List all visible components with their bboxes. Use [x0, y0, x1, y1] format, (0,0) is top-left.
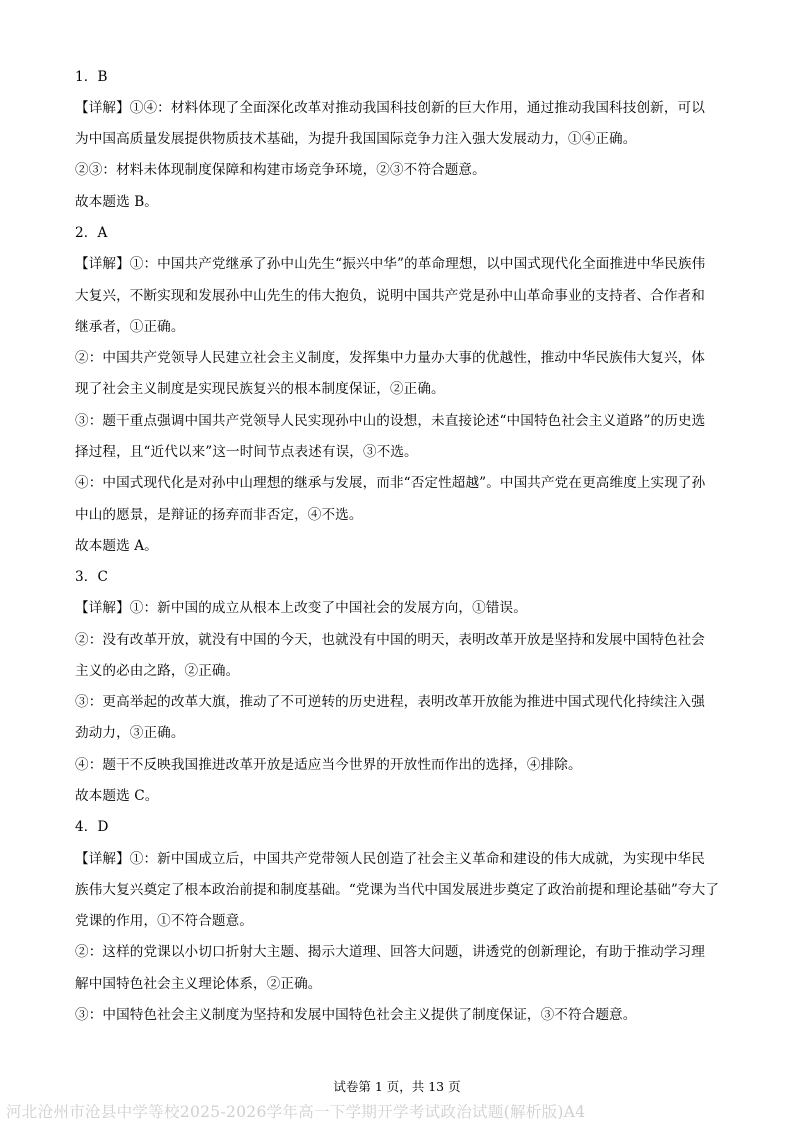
- text-line: 择过程，且“近代以来”这一时间节点表述有误，③不选。: [75, 444, 418, 460]
- text-line: 【详解】①：中国共产党继承了孙中山先生“振兴中华”的革命理想，以中国式现代化全面推进中华民族伟: [75, 256, 706, 272]
- text-line: 现了社会主义制度是实现民族复兴的根本制度保证，②正确。: [75, 381, 445, 397]
- text-line: ②：这样的党课以小切口折射大主题、揭示大道理、回答大问题，讲透党的创新理论，有助于推动学习理: [75, 944, 705, 960]
- text-line: 大复兴，不断实现和发展孙中山先生的伟大抱负，说明中国共产党是孙中山革命事业的支持者、合作者和: [75, 288, 705, 304]
- text-line: ②：没有改革开放，就没有中国的今天，也就没有中国的明天，表明改革开放是坚持和发展中国特色社会: [75, 632, 705, 648]
- text-line: ③：中国特色社会主义制度为坚持和发展中国特色社会主义提供了制度保证，③不符合题意。: [75, 1007, 637, 1023]
- text-line: 【详解】①：新中国的成立从根本上改变了中国社会的发展方向，①错误。: [75, 600, 527, 616]
- text-line: ②：中国共产党领导人民建立社会主义制度，发挥集中力量办大事的优越性，推动中华民族伟大复兴，体: [75, 350, 705, 366]
- text-line: ④：中国式现代化是对孙中山理想的继承与发展，而非“否定性超越”。中国共产党在更高维度上实现了孙: [75, 475, 706, 491]
- answer-number: 2．A: [75, 225, 108, 241]
- text-line: ③：题干重点强调中国共产党领导人民实现孙中山的设想，未直接论述“中国特色社会主义道路”的历史选: [75, 413, 706, 429]
- text-line: 主义的必由之路，②正确。: [75, 663, 240, 679]
- text-line: 劲动力，③正确。: [75, 725, 185, 741]
- text-line: ④：题干不反映我国推进改革开放是适应当今世界的开放性而作出的选择，④排除。: [75, 757, 582, 773]
- text-line: 继承者，①正确。: [75, 319, 185, 335]
- text-line: 为中国高质量发展提供物质技术基础，为提升我国国际竞争力注入强大发展动力，①④正确。: [75, 131, 637, 147]
- answer-number: 1．B: [75, 69, 108, 85]
- text-line: 故本题选 B。: [75, 194, 158, 210]
- text-line: ②③：材料未体现制度保障和构建市场竞争环境，②③不符合题意。: [75, 162, 486, 178]
- page-footer: 试卷第 1 页，共 13 页: [333, 1079, 461, 1094]
- text-line: 【详解】①④：材料体现了全面深化改革对推动我国科技创新的巨大作用，通过推动我国科技创新，可以: [75, 100, 705, 116]
- text-line: 中山的愿景，是辩证的扬弃而非否定，④不选。: [75, 507, 363, 523]
- text-line: 解中国特色社会主义理论体系，②正确。: [75, 976, 322, 992]
- answer-number: 3．C: [75, 569, 108, 585]
- text-line: 故本题选 C。: [75, 788, 159, 804]
- watermark-text: 河北沧州市沧县中学等校2025-2026学年高一下学期开学考试政治试题(解析版)A4: [6, 1103, 586, 1121]
- text-line: 【详解】①：新中国成立后，中国共产党带领人民创造了社会主义革命和建设的伟大成就，为实现中华民: [75, 851, 705, 867]
- text-line: ③：更高举起的改革大旗，推动了不可逆转的历史进程，表明改革开放能为推进中国式现代化持续注入强: [75, 694, 705, 710]
- text-line: 族伟大复兴奠定了根本政治前提和制度基础。“党课为当代中国发展进步奠定了政治前提和理论基础”夸大了: [75, 882, 720, 898]
- text-line: 党课的作用，①不符合题意。: [75, 913, 254, 929]
- text-line: 故本题选 A。: [75, 538, 158, 554]
- answer-number: 4．D: [75, 819, 109, 835]
